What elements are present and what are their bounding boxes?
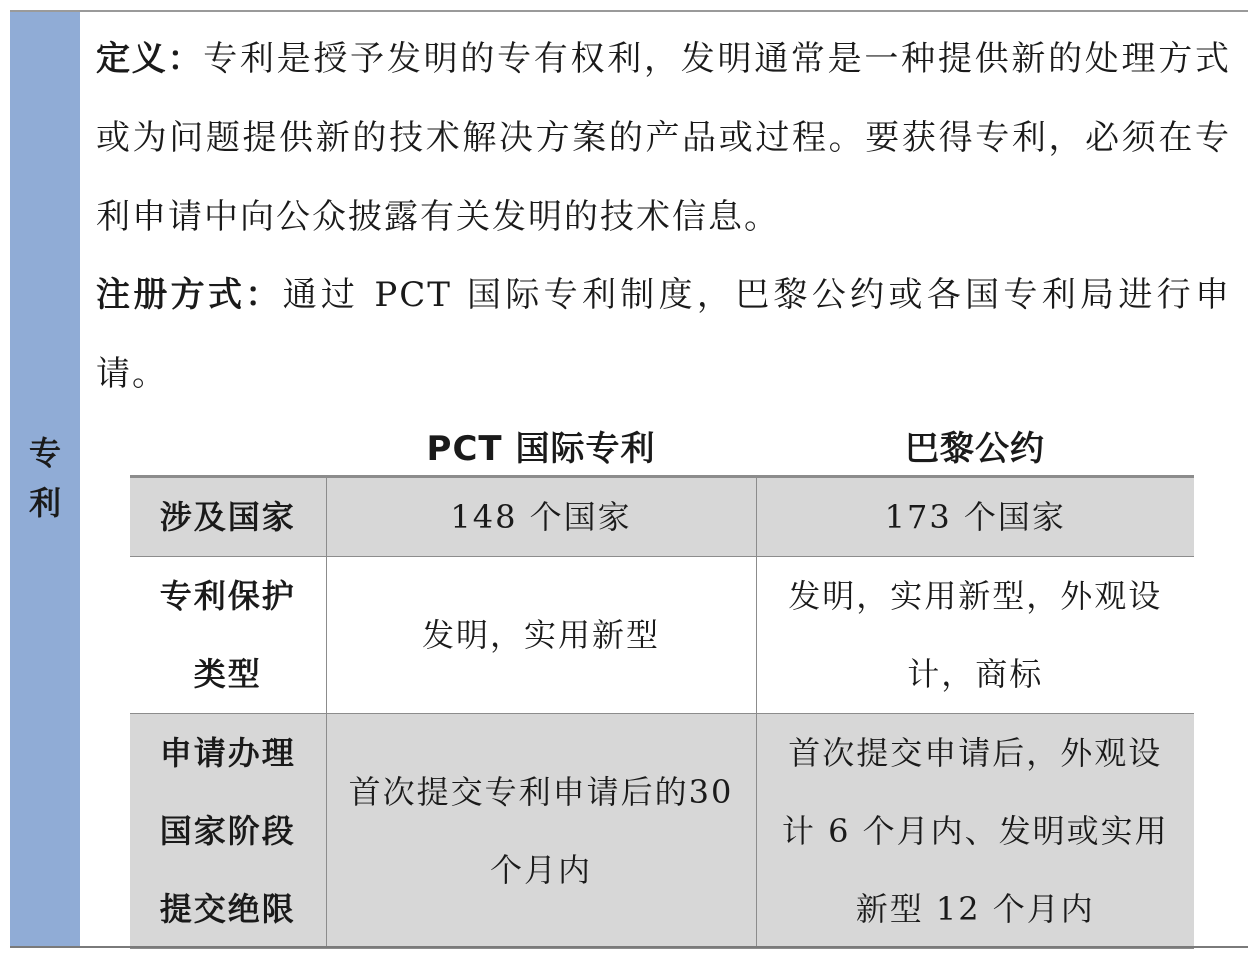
paris-cell — [756, 714, 1194, 949]
registration-paragraph — [96, 256, 1231, 414]
registration-label: 注册方式： — [96, 275, 283, 315]
table-row — [130, 477, 1194, 557]
row-label — [130, 477, 326, 557]
paris-cell — [756, 557, 1194, 714]
pct-cell — [326, 714, 756, 949]
row-label — [130, 557, 326, 714]
paris-cell: 173 个国家 — [756, 477, 1194, 557]
row-label-text: 涉及国家 — [159, 498, 296, 536]
definition-paragraph — [96, 20, 1231, 257]
frame-top-border — [10, 10, 1248, 12]
section-label-char: 专 — [28, 434, 61, 472]
header-empty — [130, 415, 326, 477]
row-label — [130, 714, 326, 949]
frame-bottom-border — [10, 946, 1248, 948]
section-label-char: 利 — [28, 484, 61, 522]
header-paris: 巴黎公约 — [756, 415, 1194, 477]
table-row — [130, 557, 1194, 714]
pct-cell — [326, 557, 756, 714]
paris-cell-text: 发明，实用新型，外观设计，商标 — [788, 577, 1163, 693]
pct-cell: 148 个国家 — [326, 477, 756, 557]
comparison-table — [130, 415, 1194, 949]
header-pct: PCT 国际专利 — [326, 415, 756, 477]
pct-cell-text: 发明，实用新型 — [421, 616, 660, 654]
section-label — [10, 428, 80, 528]
pct-cell-text: 首次提交专利申请后的30个月内 — [348, 773, 734, 889]
definition-label: 定义： — [96, 39, 204, 79]
definition-text: 专利是授予发明的专有权利，发明通常是一种提供新的处理方式或为问题提供新的技术解决方案的产品或过程。要获得专利，必须在专利申请中向公众披露有关发明的技术信息。 — [96, 39, 1232, 237]
registration-text: 通过 PCT 国际专利制度，巴黎公约或各国专利局进行申请。 — [96, 275, 1231, 394]
table-row — [130, 714, 1194, 949]
row-label-text: 申请办理国家阶段提交绝限 — [159, 734, 296, 928]
table-header-row — [130, 415, 1194, 477]
paris-cell-text: 首次提交申请后，外观设计 6 个月内、发明或实用新型 12 个月内 — [781, 734, 1169, 928]
row-label-text: 专利保护类型 — [159, 577, 296, 693]
